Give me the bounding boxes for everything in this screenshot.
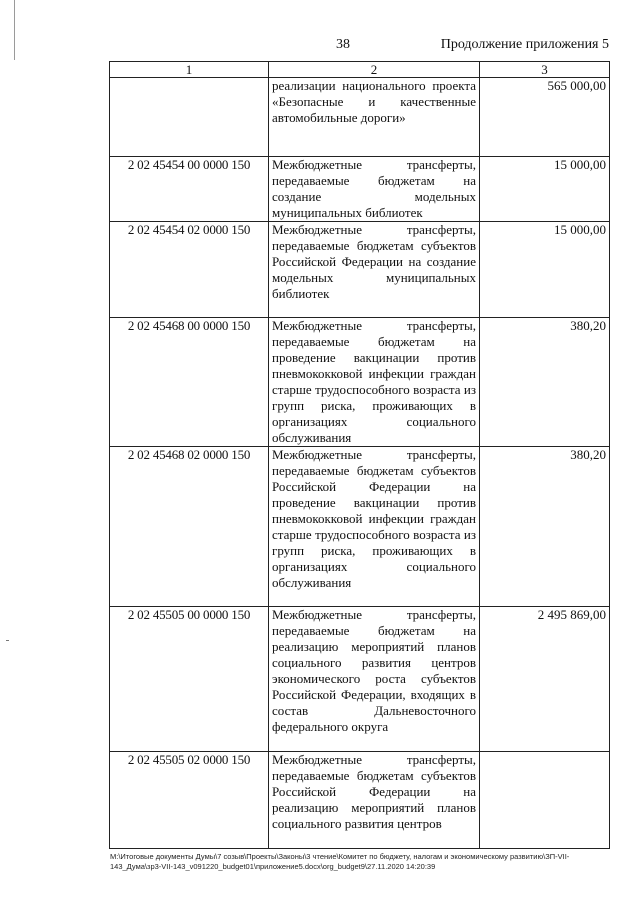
margin-mark [6,640,9,641]
table-row [110,222,610,318]
table-row [110,447,610,607]
budget-table [109,61,610,849]
row-amount: 2 495 869,00 [480,607,610,752]
column-header-1: 1 [110,62,269,78]
scan-edge-line [14,0,15,60]
row-amount: 15 000,00 [480,157,610,222]
table-row [110,752,610,849]
row-amount [480,752,610,849]
page-number: 38 [336,37,350,52]
row-description: реализации национального проекта «Безопасные и качественные автомобильные дороги» [269,78,480,157]
table-row [110,607,610,752]
row-description: Межбюджетные трансферты, передаваемые бюджетам на реализацию мероприятий планов социального развития центров экономического роста субъектов Российской Федерации, входящих в состав Дальневосточного федерального округа [269,607,480,752]
document-path-footer: M:\Итоговые документы Думы\7 созыв\Проекты\Законы\3 чтение\Комитет по бюджету, налогам и экономическому развитию\ЗП-VII-143_Дума\зр3-VII-143_v091220_budget01\приложение5.docx\org_budget9\27.11.2020 14:20:39 [110,852,570,871]
row-description: Межбюджетные трансферты, передаваемые бюджетам субъектов Российской Федерации на проведение вакцинации против пневмококковой инфекции граждан старше трудоспособного возраста из групп риска, проживающих в организациях социального обслуживания [269,447,480,607]
row-code: 2 02 45454 02 0000 150 [110,222,269,318]
column-header-3: 3 [480,62,610,78]
row-description: Межбюджетные трансферты, передаваемые бюджетам на создание модельных муниципальных библиотек [269,157,480,222]
row-description: Межбюджетные трансферты, передаваемые бюджетам субъектов Российской Федерации на создание модельных муниципальных библиотек [269,222,480,318]
row-description: Межбюджетные трансферты, передаваемые бюджетам на проведение вакцинации против пневмококковой инфекции граждан старше трудоспособного возраста из групп риска, проживающих в организациях социального обслуживания [269,318,480,447]
row-amount: 565 000,00 [480,78,610,157]
row-code: 2 02 45468 02 0000 150 [110,447,269,607]
table-row [110,78,610,157]
table-row [110,157,610,222]
table-header [110,62,610,78]
row-code [110,78,269,157]
row-amount: 15 000,00 [480,222,610,318]
row-code: 2 02 45454 00 0000 150 [110,157,269,222]
row-code: 2 02 45505 02 0000 150 [110,752,269,849]
table-row [110,318,610,447]
continuation-note: Продолжение приложения 5 [440,37,609,52]
row-description: Межбюджетные трансферты, передаваемые бюджетам субъектов Российской Федерации на реализацию мероприятий планов социального развития центров [269,752,480,849]
row-code: 2 02 45468 00 0000 150 [110,318,269,447]
row-amount: 380,20 [480,318,610,447]
row-code: 2 02 45505 00 0000 150 [110,607,269,752]
column-header-2: 2 [269,62,480,78]
row-amount: 380,20 [480,447,610,607]
